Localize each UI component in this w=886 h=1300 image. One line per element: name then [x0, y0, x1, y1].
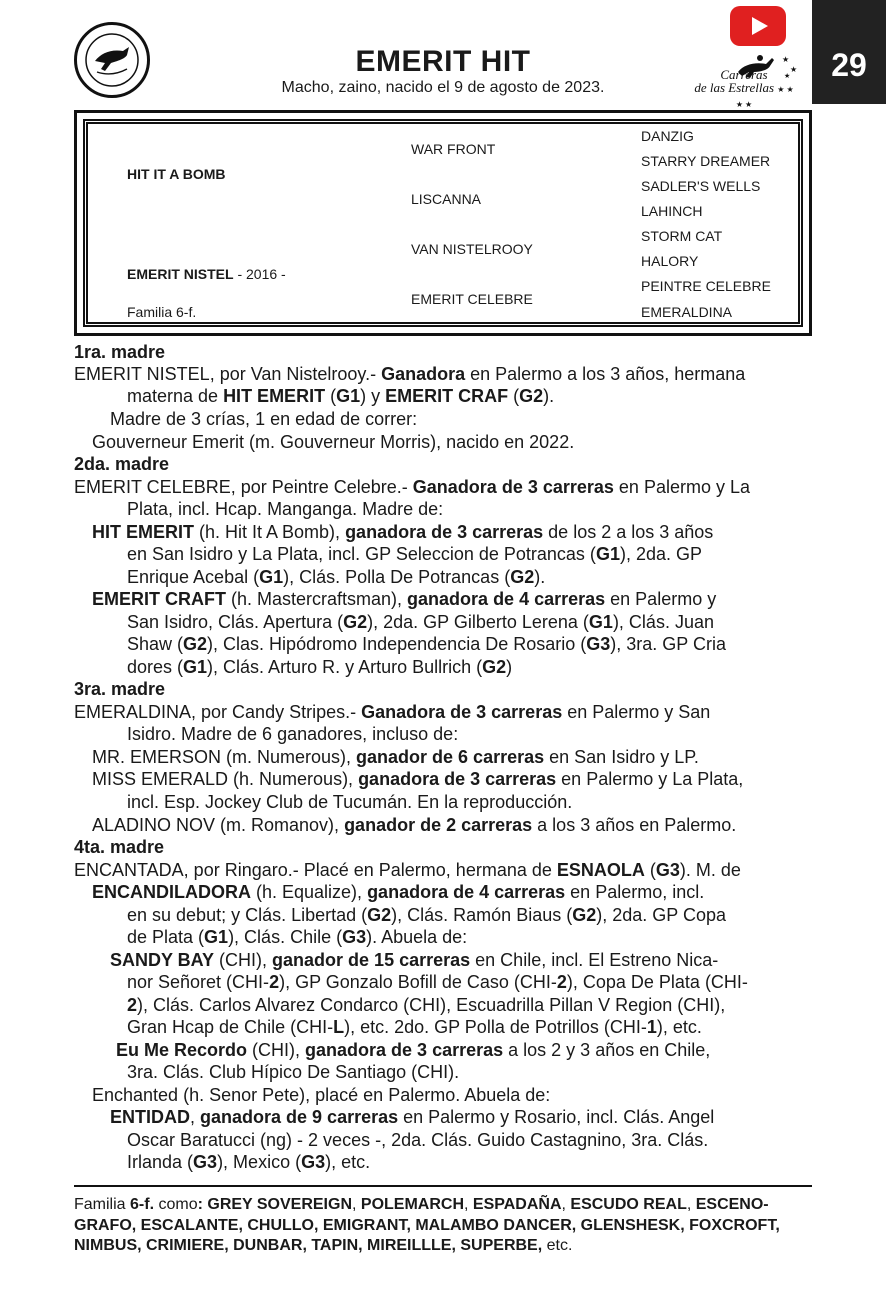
- pedigree-ancestor: EMERALDINA: [641, 304, 733, 320]
- text: a los 3 años en Palermo.: [532, 815, 737, 835]
- text-line: Oscar Baratucci (ng) - 2 veces -, 2da. Clás. Guido Castagnino, 3ra. Clás.: [127, 1130, 709, 1150]
- text: G2: [367, 905, 392, 925]
- pedigree-dam-year: - 2016 -: [233, 266, 286, 282]
- text: en Palermo y Rosario, incl. Clás. Angel: [398, 1107, 715, 1127]
- text-line: [127, 971, 748, 993]
- text: Enrique Acebal (: [127, 567, 260, 587]
- text: SANDY BAY: [110, 950, 215, 970]
- section-heading-2da-madre: 2da. madre: [74, 454, 170, 474]
- text-line: Madre de 3 crías, 1 en edad de correr:: [110, 409, 418, 429]
- text: 2: [269, 972, 280, 992]
- text: como: [154, 1196, 198, 1213]
- text-line: [92, 588, 716, 610]
- text: POLEMARCH: [360, 1196, 464, 1213]
- text: ) y: [360, 386, 386, 406]
- text: HIT EMERIT: [92, 522, 194, 542]
- text: ,: [190, 1107, 201, 1127]
- text-line: Plata, incl. Hcap. Manganga. Madre de:: [127, 499, 444, 519]
- text-line: [74, 701, 710, 723]
- text: ,: [464, 1196, 473, 1213]
- pedigree-ancestor: HALORY: [641, 253, 699, 269]
- text: en San Isidro y La Plata, incl. GP Seleccion de Potrancas (: [127, 544, 596, 564]
- text-line: [74, 363, 745, 385]
- text: ALADINO NOV (m. Romanov),: [92, 815, 345, 835]
- text: ,: [561, 1196, 571, 1213]
- text: EMERIT CRAF: [385, 386, 509, 406]
- text: ENCANDILADORA: [92, 882, 251, 902]
- text: ), etc.: [656, 1017, 702, 1037]
- text-line: [74, 859, 741, 881]
- text: ), Clás. Juan: [612, 612, 714, 632]
- text: G1: [183, 657, 208, 677]
- pedigree-ancestor: DANZIG: [641, 128, 694, 144]
- text: G1: [204, 927, 229, 947]
- text: G3: [655, 860, 680, 880]
- family-note-line: GRAFO, ESCALANTE, CHULLO, EMIGRANT, MALAMBO DANCER, GLENSHESK, FOXCROFT,: [74, 1217, 780, 1234]
- text: ), 2da. GP Copa: [596, 905, 726, 925]
- pedigree-ancestor: PEINTRE CELEBRE: [641, 278, 771, 294]
- text: G2: [343, 612, 368, 632]
- text: ENTIDAD: [110, 1107, 190, 1127]
- text: MR. EMERSON (m. Numerous),: [92, 747, 357, 767]
- text: G3: [342, 927, 367, 947]
- text: ): [506, 657, 513, 677]
- text: Irlanda (: [127, 1152, 194, 1172]
- page-title: EMERIT HIT: [355, 45, 531, 78]
- text: EMERALDINA, por Candy Stripes.-: [74, 702, 362, 722]
- text: nor Señoret (CHI-: [127, 972, 270, 992]
- text: MISS EMERALD (h. Numerous),: [92, 769, 359, 789]
- section-heading-4ta-madre: 4ta. madre: [74, 837, 165, 857]
- text: EMERIT NISTEL, por Van Nistelrooy.-: [74, 364, 382, 384]
- text: G3: [193, 1152, 218, 1172]
- text-line: incl. Esp. Jockey Club de Tucumán. En la reproducción.: [127, 792, 573, 812]
- pedigree-sire-sire: WAR FRONT: [411, 141, 496, 157]
- text: de los 2 a los 3 años: [543, 522, 714, 542]
- youtube-icon[interactable]: [730, 6, 786, 46]
- text: 2: [127, 995, 138, 1015]
- text-line: [116, 1039, 710, 1061]
- text-line: [92, 881, 704, 903]
- text: (: [508, 386, 520, 406]
- text: ), Mexico (: [217, 1152, 302, 1172]
- text: EMERIT CELEBRE, por Peintre Celebre.-: [74, 477, 413, 497]
- text-line: Gouverneur Emerit (m. Gouverneur Morris), nacido en 2022.: [92, 432, 575, 452]
- text-line: [127, 611, 714, 633]
- pedigree-ancestor: STARRY DREAMER: [641, 153, 771, 169]
- text-line: [110, 1106, 714, 1128]
- text: Shaw (: [127, 634, 184, 654]
- text: ESPADAÑA: [472, 1196, 562, 1213]
- text: G2: [519, 386, 544, 406]
- section-heading-1ra-madre: 1ra. madre: [74, 342, 166, 362]
- text: G3: [301, 1152, 326, 1172]
- text-line: [127, 1016, 702, 1038]
- section-heading-3ra-madre: 3ra. madre: [74, 679, 166, 699]
- text: ), 2da. GP Gilberto Lerena (: [367, 612, 589, 632]
- text: ganadora de 4 carreras: [407, 589, 606, 609]
- text: materna de: [127, 386, 224, 406]
- text: a los 2 y 3 años en Chile,: [503, 1040, 711, 1060]
- text: (h. Hit It A Bomb),: [194, 522, 346, 542]
- text: ), Clás. Arturo R. y Arturo Bullrich (: [207, 657, 483, 677]
- text: Eu Me Recordo: [116, 1040, 248, 1060]
- pedigree-ancestor: SADLER'S WELLS: [641, 178, 761, 194]
- carreras-estrellas-logo: [694, 50, 804, 109]
- text: G1: [595, 544, 620, 564]
- text: G2: [572, 905, 597, 925]
- family-note-line: [74, 1195, 769, 1215]
- breeders-cup-emblem: [77, 25, 147, 95]
- text: Ganadora de 3 carreras: [412, 477, 614, 497]
- text-line: [92, 746, 699, 768]
- pedigree-ancestor: STORM CAT: [641, 228, 723, 244]
- text: ), etc.: [325, 1152, 371, 1172]
- text: ), etc. 2do. GP Polla de Potrillos (CHI-: [344, 1017, 647, 1037]
- text: ), Clas. Hipódromo Independencia De Rosario (: [207, 634, 587, 654]
- text-line: [127, 994, 725, 1016]
- text-line: [110, 949, 718, 971]
- text-line: Isidro. Madre de 6 ganadores, incluso de:: [127, 724, 459, 744]
- text: ganador de 6 carreras: [356, 747, 545, 767]
- text: etc.: [542, 1237, 573, 1254]
- text: ), Clás. Chile (: [228, 927, 343, 947]
- text: en Palermo y La Plata,: [556, 769, 744, 789]
- text-line: [127, 1151, 370, 1173]
- text: (CHI),: [214, 950, 273, 970]
- pedigree-sire-dam: LISCANNA: [411, 191, 482, 207]
- text: G2: [482, 657, 507, 677]
- text: ganadora de 4 carreras: [367, 882, 566, 902]
- text: ), GP Gonzalo Bofill de Caso (CHI-: [279, 972, 557, 992]
- text: dores (: [127, 657, 184, 677]
- text-line: [92, 814, 736, 836]
- text: en su debut; y Clás. Libertad (: [127, 905, 368, 925]
- text-line: 3ra. Clás. Club Hípico De Santiago (CHI).: [127, 1062, 460, 1082]
- text: en San Isidro y LP.: [544, 747, 699, 767]
- text: ), Copa De Plata (CHI-: [566, 972, 748, 992]
- text: ganadora de 9 carreras: [200, 1107, 399, 1127]
- breeders-cup-logo-icon: [74, 22, 150, 98]
- svg-text:★: ★: [782, 55, 790, 64]
- divider: [74, 1185, 812, 1187]
- text-line: [127, 904, 726, 926]
- text: en Palermo y La: [613, 477, 750, 497]
- text: ganadora de 3 carreras: [305, 1040, 504, 1060]
- horse-description: Macho, zaino, nacido el 9 de agosto de 2023.: [281, 79, 605, 96]
- text: Gran Hcap de Chile (CHI-: [127, 1017, 334, 1037]
- text-line: [127, 543, 702, 565]
- text-line: [127, 566, 545, 588]
- text: ).: [534, 567, 546, 587]
- text: ESCUDO REAL: [570, 1196, 687, 1213]
- text: ESCENO-: [695, 1196, 769, 1213]
- text: ganador de 15 carreras: [272, 950, 471, 970]
- text: Familia: [74, 1196, 131, 1213]
- text-line: [92, 768, 743, 790]
- page-number: 29: [812, 0, 886, 104]
- pedigree-dam: [127, 265, 286, 283]
- text: Ganadora: [381, 364, 466, 384]
- pedigree-dam-dam: EMERIT CELEBRE: [411, 291, 533, 307]
- text: HIT EMERIT: [223, 386, 326, 406]
- text: ,: [686, 1196, 696, 1213]
- text: ). M. de: [679, 860, 741, 880]
- text-line: [92, 521, 713, 543]
- text-line: [127, 926, 467, 948]
- family-note-line: [74, 1236, 572, 1256]
- text: de Plata (: [127, 927, 205, 947]
- text: (: [325, 386, 337, 406]
- text: en Chile, incl. El Estreno Nica-: [470, 950, 719, 970]
- estrellas-line1: Carreras: [720, 67, 768, 82]
- text: en Palermo y San: [562, 702, 711, 722]
- text: ), Clás. Ramón Biaus (: [391, 905, 573, 925]
- text: ), 3ra. GP Cria: [610, 634, 726, 654]
- text: ), Clás. Polla De Potrancas (: [283, 567, 511, 587]
- text: ganadora de 3 carreras: [345, 522, 544, 542]
- text: ENCANTADA, por Ringaro.- Placé en Palermo, hermana de: [74, 860, 557, 880]
- text: ), Clás. Carlos Alvarez Condarco (CHI), Escuadrilla Pillan V Region (CHI),: [137, 995, 726, 1015]
- text-line: [127, 656, 512, 678]
- text: ).: [543, 386, 555, 406]
- text: ganadora de 3 carreras: [358, 769, 557, 789]
- text: L: [333, 1017, 345, 1037]
- text: ,: [352, 1196, 361, 1213]
- pedigree-ancestor: LAHINCH: [641, 203, 703, 219]
- text: Ganadora de 3 carreras: [361, 702, 563, 722]
- text: (: [644, 860, 656, 880]
- svg-text:★: ★: [790, 65, 798, 74]
- text: 2: [556, 972, 567, 992]
- text: G1: [259, 567, 284, 587]
- text: 6-f.: [130, 1196, 155, 1213]
- text-line: [127, 385, 554, 407]
- text: EMERIT CRAFT: [92, 589, 226, 609]
- text: San Isidro, Clás. Apertura (: [127, 612, 344, 632]
- text: ESNAOLA: [556, 860, 645, 880]
- text: en Palermo y: [605, 589, 717, 609]
- pedigree-family: Familia 6-f.: [127, 304, 197, 320]
- text: en Palermo, incl.: [565, 882, 705, 902]
- pedigree-dam-sire: VAN NISTELROOY: [411, 241, 533, 257]
- pedigree-sire: HIT IT A BOMB: [127, 166, 226, 182]
- text: NIMBUS, CRIMIERE, DUNBAR, TAPIN, MIREILLLE, SUPERBE,: [74, 1237, 543, 1254]
- text: ). Abuela de:: [366, 927, 468, 947]
- text: : GREY SOVEREIGN: [197, 1196, 352, 1213]
- text: 1: [646, 1017, 657, 1037]
- text: (CHI),: [247, 1040, 306, 1060]
- pedigree-dam-name: EMERIT NISTEL: [127, 266, 234, 282]
- text-line: Enchanted (h. Senor Pete), placé en Palermo. Abuela de:: [92, 1085, 551, 1105]
- text: ), 2da. GP: [619, 544, 702, 564]
- text: en Palermo a los 3 años, hermana: [465, 364, 746, 384]
- text: ganador de 2 carreras: [344, 815, 533, 835]
- text: G3: [586, 634, 611, 654]
- text: G2: [183, 634, 208, 654]
- estrellas-line2: de las Estrellas: [694, 80, 775, 95]
- text-line: [74, 476, 750, 498]
- estrellas-logo-text: Carreras de las Estrellas ★ ★ ★ ★: [694, 67, 794, 109]
- text: G1: [336, 386, 361, 406]
- text: (h. Equalize),: [251, 882, 368, 902]
- svg-text:★: ★: [784, 73, 791, 80]
- text: G2: [510, 567, 535, 587]
- text: (h. Mastercraftsman),: [226, 589, 408, 609]
- text-line: [127, 633, 726, 655]
- text: G1: [588, 612, 613, 632]
